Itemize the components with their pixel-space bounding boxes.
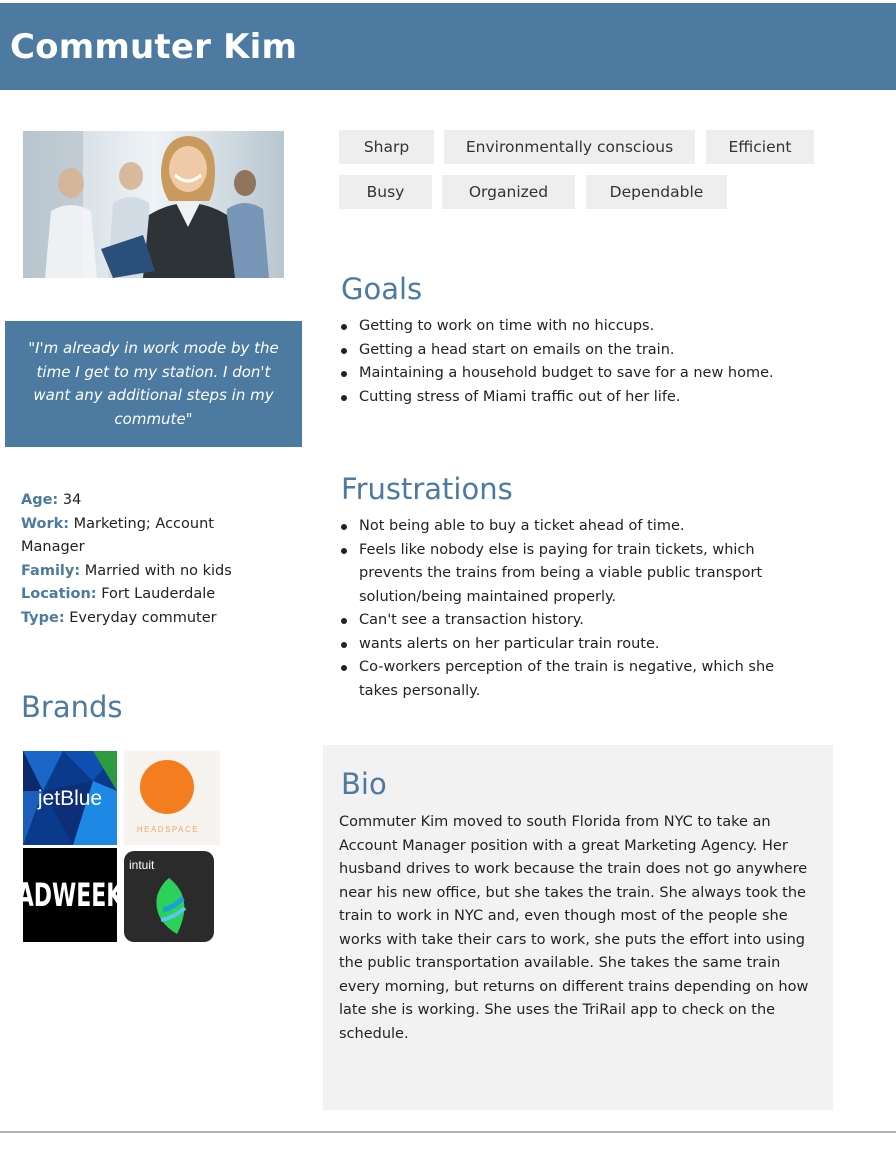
brand-logo-headspace (124, 751, 220, 845)
trait-tag: Environmentally conscious (444, 130, 695, 164)
frustrations-list (339, 515, 779, 703)
list-item: Not being able to buy a ticket ahead of time. (339, 515, 779, 539)
list-item: Getting a head start on emails on the train. (339, 339, 839, 363)
list-item: Co-workers perception of the train is negative, which she takes personally. (339, 656, 779, 703)
bio-heading: Bio (341, 767, 387, 801)
list-item: Getting to work on time with no hiccups. (339, 315, 839, 339)
persona-quote: "I'm already in work mode by the time I get to my station. I don't want any additional steps in my commute" (5, 321, 302, 447)
detail-label: Type: (21, 609, 65, 626)
brand-logo-text: jetBlue (37, 787, 103, 810)
trait-tag: Sharp (339, 130, 434, 164)
header-bar (0, 3, 896, 90)
bio-text: Commuter Kim moved to south Florida from NYC to take an Account Manager position with a great Marketing Agency. Her husband drives to work because the train does not go anywhere near his new office, but she takes the train. She always took the train to work in NYC and, even though most of the people she works with take their cars to work, she puts the effort into using the public transportation available. She takes the same train every morning, but returns on different trains depending on how late she is working. She uses the TriRail app to check on the schedule. (339, 814, 809, 1042)
brand-logo-text: HEADSPACE (136, 825, 200, 834)
brand-logo-text: ADWEEK (16, 878, 124, 915)
bio-panel (323, 745, 833, 1110)
brand-logo-text: intuit (129, 858, 155, 872)
detail-label: Work: (21, 515, 70, 532)
detail-label: Family: (21, 562, 81, 579)
persona-details (21, 489, 251, 630)
detail-work (21, 513, 251, 560)
detail-label: Age: (21, 492, 59, 508)
detail-value: Everyday commuter (69, 609, 217, 626)
persona-photo (23, 131, 284, 278)
brands-heading: Brands (21, 690, 123, 724)
footer-divider (0, 1131, 896, 1133)
frustrations-heading: Frustrations (341, 472, 513, 506)
detail-age (21, 489, 251, 513)
brand-logo-jetblue (23, 751, 117, 845)
trait-tag: Efficient (706, 130, 814, 164)
goals-list (339, 315, 839, 409)
list-item: wants alerts on her particular train route. (339, 633, 779, 657)
detail-type (21, 607, 251, 631)
page-title: Commuter Kim (10, 27, 298, 67)
brand-logo-mint (123, 850, 215, 943)
persona-photo-illustration (23, 131, 284, 278)
list-item: Cutting stress of Miami traffic out of her life. (339, 386, 839, 410)
trait-tag: Organized (442, 175, 575, 209)
trait-tag: Dependable (586, 175, 727, 209)
trait-tag: Busy (339, 175, 432, 209)
detail-label: Location: (21, 586, 97, 602)
detail-value: 34 (62, 492, 82, 508)
list-item: Maintaining a household budget to save for a new home. (339, 362, 839, 386)
detail-value: Married with no kids (84, 562, 232, 579)
detail-value: Fort Lauderdale (101, 586, 216, 602)
goals-heading: Goals (341, 272, 423, 306)
brand-logo-adweek (16, 848, 124, 942)
list-item: Feels like nobody else is paying for train tickets, which prevents the trains from being a viable public transport solution/being maintained properly. (339, 539, 779, 610)
detail-location (21, 583, 251, 607)
detail-family (21, 560, 251, 584)
list-item: Can't see a transaction history. (339, 609, 779, 633)
detail-value: Marketing; Account Manager (21, 515, 214, 555)
